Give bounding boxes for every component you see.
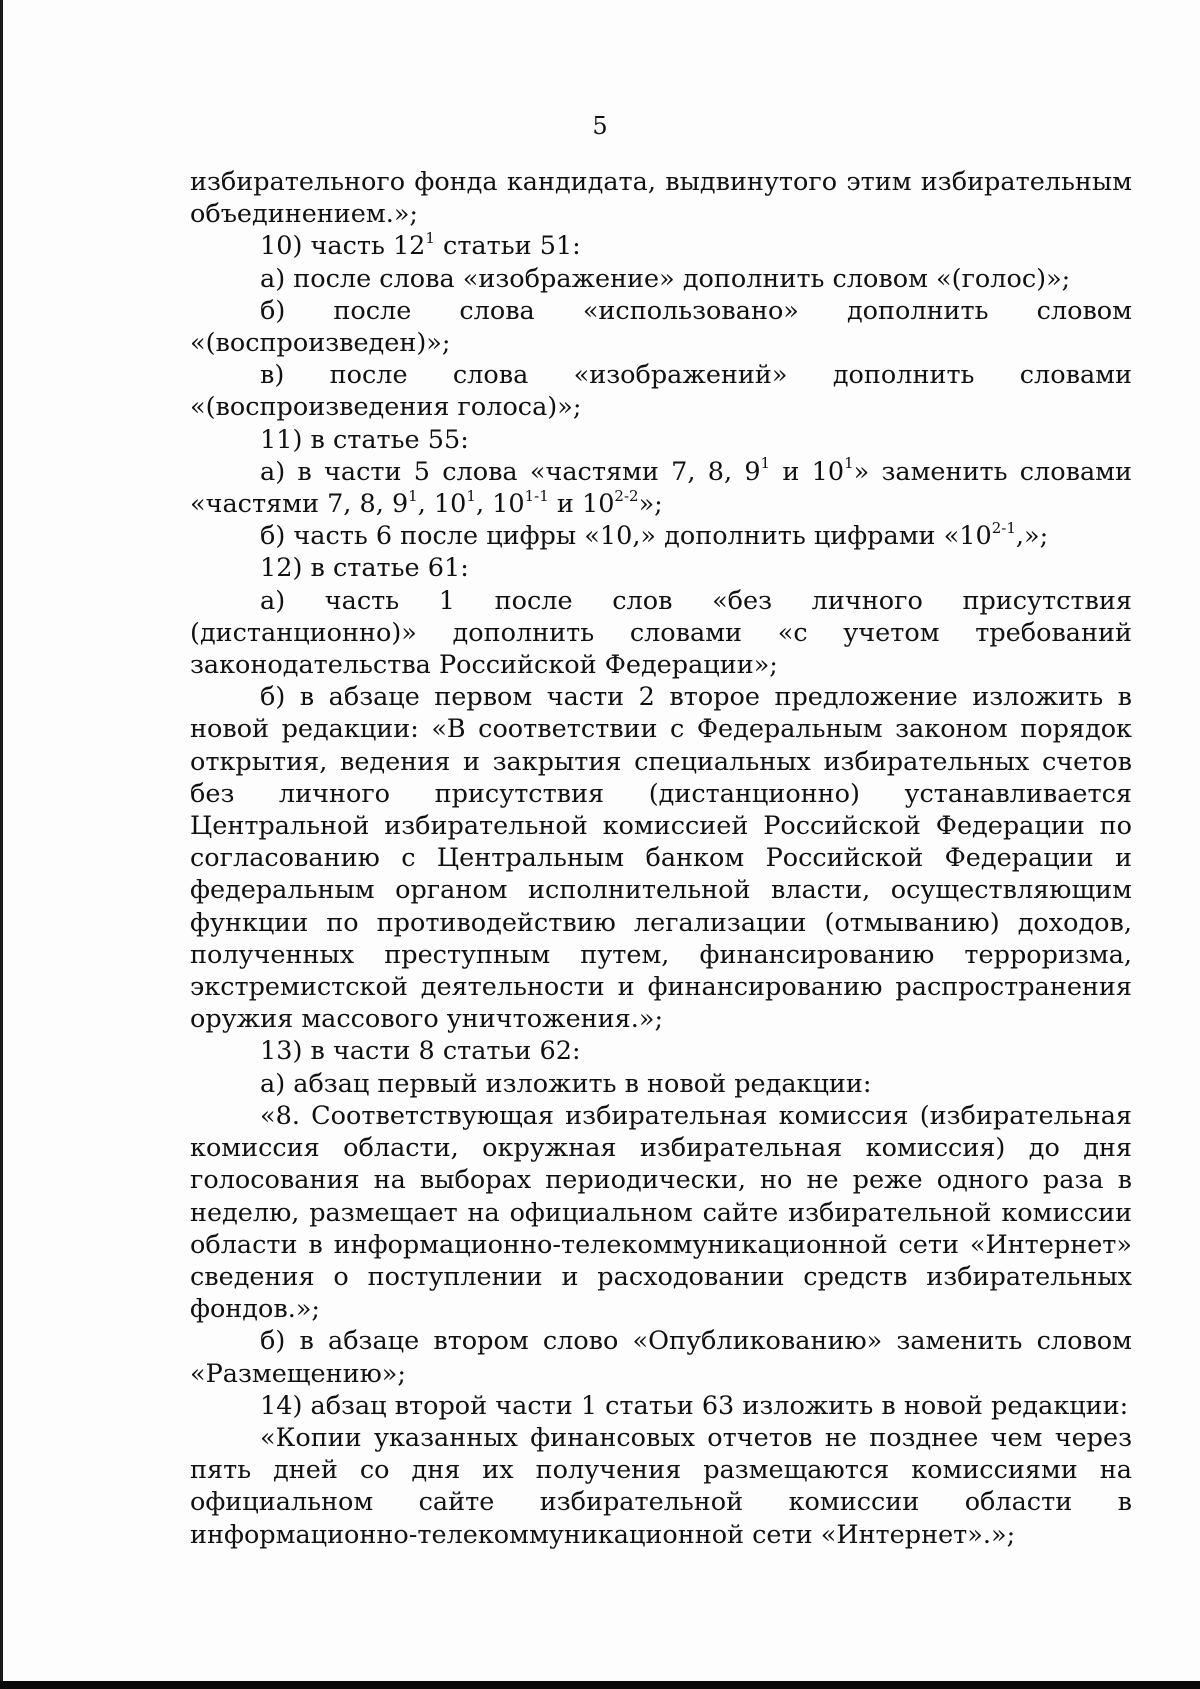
- document-text-body: [190, 166, 1132, 1551]
- text-run: , 10: [417, 489, 467, 520]
- paragraph-13: [190, 1100, 1132, 1325]
- text-run: ,»;: [1015, 521, 1049, 552]
- scan-edge-bottom: [0, 1681, 1200, 1689]
- text-run: 11) в статье 55:: [260, 424, 469, 455]
- text-run: б) в абзаце первом части 2 второе предложение изложить в новой редакции: «В соответствии с Федеральным законом порядок открытия, ведения и закрытия специальных избирательных счетов без личного присутствия (дистанционно) устанавливается Центральной избирательной комиссией Российской Федерации по согласованию с Центральным банком Российской Федерации и федеральным органом исполнительной власти, осуществляющим функции по противодействию легализации (отмыванию) доходов, полученных преступным путем, финансированию терроризма, экстремистской деятельности и финансированию распространения оружия массового уничтожения.»;: [190, 682, 1132, 1035]
- superscript: 2-1: [991, 518, 1016, 537]
- text-run: 12) в статье 61:: [260, 553, 469, 584]
- text-run: а) абзац первый изложить в новой редакции:: [260, 1068, 872, 1099]
- superscript: 1: [425, 228, 435, 247]
- text-run: избирательного фонда кандидата, выдвинутого этим избирательным объединением.»;: [190, 167, 1132, 230]
- paragraph-2: [190, 263, 1132, 295]
- text-run: а) после слова «изображение» дополнить словом «(голос)»;: [260, 263, 1071, 294]
- superscript: 1-1: [524, 486, 549, 505]
- text-run: б) в абзаце втором слово «Опубликованию» заменить словом «Размещению»;: [190, 1326, 1132, 1389]
- text-run: 13) в части 8 статьи 62:: [260, 1036, 581, 1067]
- superscript: 1: [760, 454, 771, 473]
- scan-edge-left: [0, 0, 3, 1689]
- superscript: 1: [466, 486, 476, 505]
- text-run: , 10: [475, 489, 525, 520]
- superscript: 1: [844, 454, 854, 473]
- paragraph-5: [190, 424, 1132, 456]
- paragraph-16: [190, 1422, 1132, 1551]
- text-run: 10) часть 12: [260, 231, 426, 262]
- paragraph-12: [190, 1068, 1132, 1100]
- page-number: 5: [592, 112, 608, 140]
- text-run: «Копии указанных финансовых отчетов не позднее чем через пять дней со дня их получения размещаются комиссиями на официальном сайте избирательной комиссии области в информационно-телекоммуникационной сети «Интернет».»;: [190, 1422, 1132, 1550]
- text-run: и 10: [548, 489, 615, 520]
- paragraph-14: [190, 1325, 1132, 1389]
- text-run: б) после слова «использовано» дополнить словом «(воспроизведен)»;: [190, 295, 1132, 359]
- paragraph-8: [190, 552, 1132, 584]
- text-run: а) часть 1 после слов «без личного присутствия (дистанционно)» дополнить словами «с учетом требований законодательства Российской Федерации»;: [190, 585, 1132, 681]
- paragraph-15: [190, 1390, 1132, 1422]
- paragraph-1: [190, 230, 1132, 262]
- superscript: 2-2: [614, 486, 639, 505]
- paragraph-3: [190, 295, 1132, 359]
- paragraph-0: [190, 166, 1132, 230]
- superscript: 1: [408, 486, 418, 505]
- paragraph-7: [190, 520, 1132, 552]
- paragraph-9: [190, 585, 1132, 682]
- paragraph-11: [190, 1035, 1132, 1067]
- text-run: а) в части 5 слова «частями 7, 8, 9: [260, 456, 761, 487]
- text-run: в) после слова «изображений» дополнить словами «(воспроизведения голоса)»;: [190, 360, 1132, 423]
- paragraph-4: [190, 359, 1132, 423]
- text-run: и 10: [770, 456, 845, 487]
- text-run: статьи 51:: [434, 231, 581, 262]
- paragraph-10: [190, 681, 1132, 1035]
- text-run: » заменить словами «частями 7, 8, 9: [190, 456, 1132, 520]
- text-run: 14) абзац второй части 1 статьи 63 изложить в новой редакции:: [260, 1390, 1129, 1421]
- paragraph-6: [190, 456, 1132, 520]
- text-run: «8. Соответствующая избирательная комиссия (избирательная комиссия области, окружная избирательная комиссия) до дня голосования на выборах периодически, но не реже одного раза в неделю, размещает на официальном сайте избирательной комиссии области в информационно-телекоммуникационной сети «Интернет» сведения о поступлении и расходовании средств избирательных фондов.»;: [190, 1100, 1132, 1325]
- text-run: б) часть 6 после цифры «10,» дополнить цифрами «10: [260, 521, 992, 552]
- text-run: »;: [638, 489, 663, 520]
